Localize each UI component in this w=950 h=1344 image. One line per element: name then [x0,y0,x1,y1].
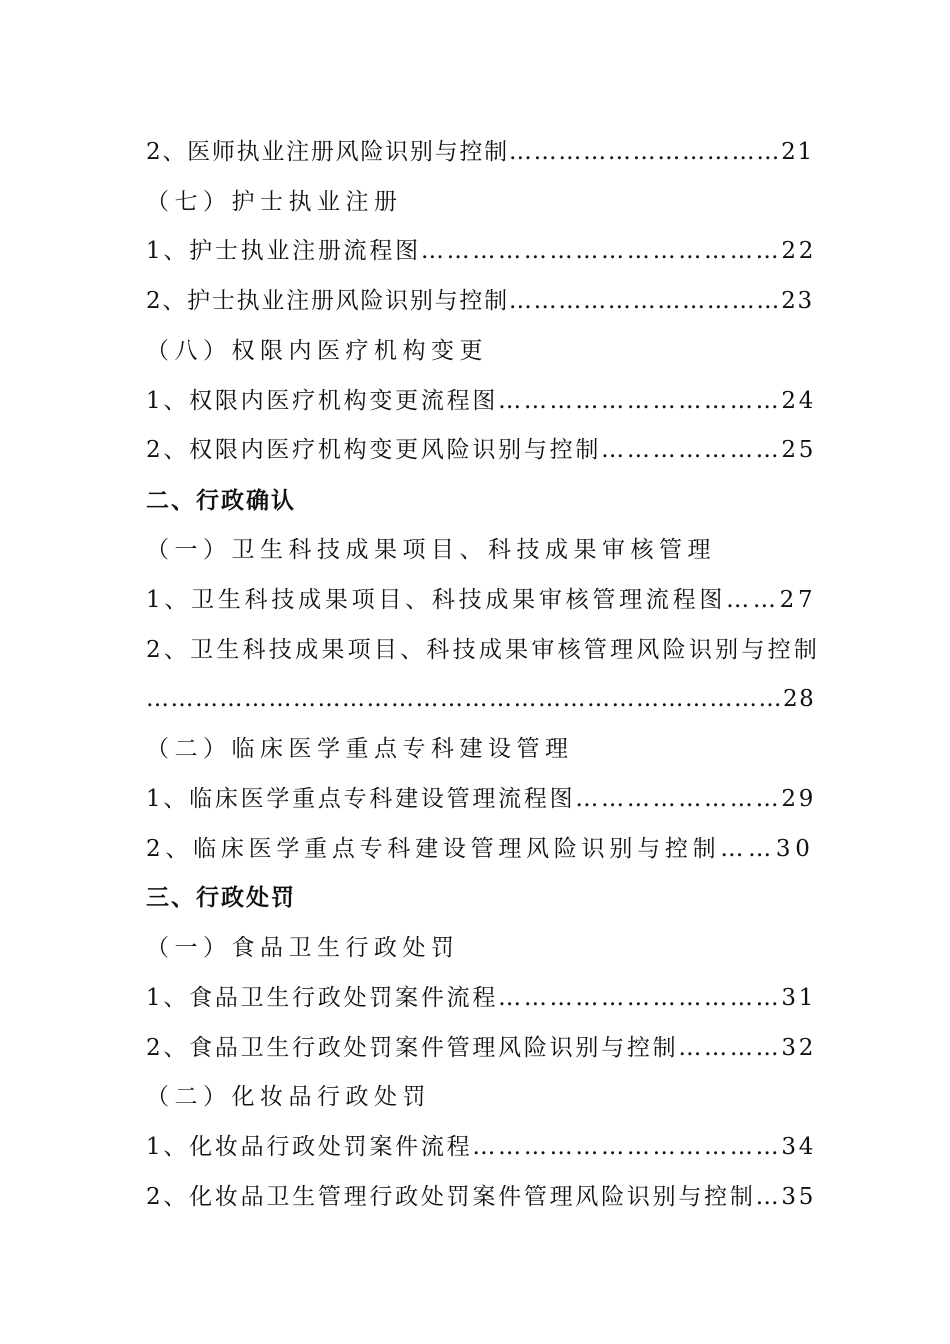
toc-subsection: （八）权限内医疗机构变更 [146,338,488,364]
toc-entry: 1、化妆品行政处罚案件流程………………………………34 [146,1134,817,1160]
toc-subsection: （二）临床医学重点专科建设管理 [146,736,574,762]
toc-subsection: （一）食品卫生行政处罚 [146,935,460,961]
toc-entry: 1、临床医学重点专科建设管理流程图……………………29 [146,786,817,812]
toc-entry: 1、护士执业注册流程图……………………………………22 [146,238,817,264]
toc-entry: 1、食品卫生行政处罚案件流程……………………………31 [146,985,817,1011]
toc-section-heading: 二、行政确认 [146,487,296,514]
toc-entry: 2、护士执业注册风险识别与控制……………………………23 [146,288,814,314]
toc-entry: 1、权限内医疗机构变更流程图……………………………24 [146,388,817,414]
toc-entry: 2、食品卫生行政处罚案件管理风险识别与控制…………32 [146,1035,817,1061]
toc-entry: 2、临床医学重点专科建设管理风险识别与控制……30 [146,836,815,862]
toc-entry: 2、化妆品卫生管理行政处罚案件管理风险识别与控制…35 [146,1184,817,1210]
toc-entry: 2、医师执业注册风险识别与控制……………………………21 [146,139,814,165]
toc-entry: 2、权限内医疗机构变更风险识别与控制…………………25 [146,437,817,463]
toc-entry: 2、卫生科技成果项目、科技成果审核管理风险识别与控制 [146,637,821,663]
toc-entry-continuation: ……………………………………………………………………28 [146,686,816,712]
toc-subsection: （二）化妆品行政处罚 [146,1084,431,1110]
toc-subsection: （七）护士执业注册 [146,189,403,215]
toc-entry: 1、卫生科技成果项目、科技成果审核管理流程图……27 [146,587,817,613]
toc-subsection: （一）卫生科技成果项目、科技成果审核管理 [146,537,716,563]
toc-section-heading: 三、行政处罚 [146,884,296,911]
